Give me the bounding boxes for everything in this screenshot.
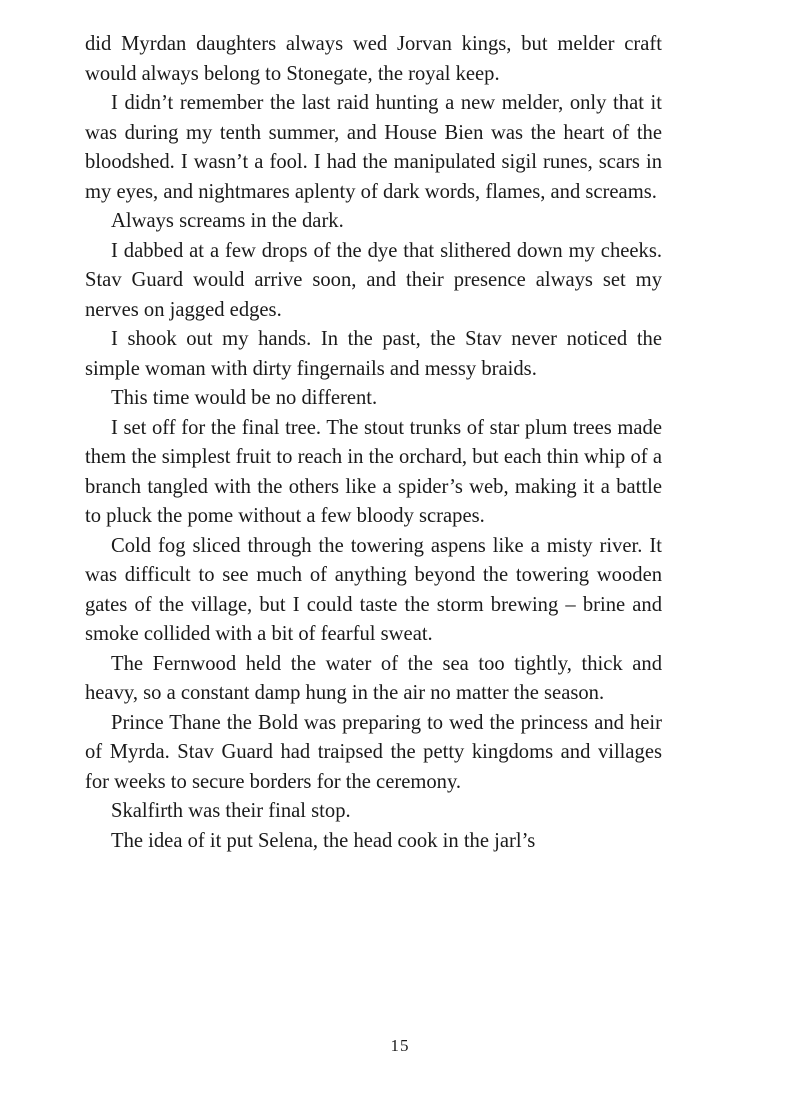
page-number: 15	[390, 1036, 410, 1055]
paragraph: Skalfirth was their final stop.	[111, 800, 351, 822]
paragraph: The idea of it put Selena, the head cook in the jarl’s	[111, 829, 536, 852]
paragraph: did Myrdan daughters always wed Jorvan kings, but melder craft would always belong to Stonegate, the royal keep.	[85, 33, 662, 85]
paragraph: Always screams in the dark.	[111, 210, 344, 232]
paragraph: I shook out my hands. In the past, the Stav never noticed the simple woman with dirty fingernails and messy braids.	[85, 328, 662, 380]
paragraph: I dabbed at a few drops of the dye that slithered down my cheeks. Stav Guard would arrive soon, and their presence always set my nerves on jagged edges.	[85, 239, 662, 321]
paragraph: The Fernwood held the water of the sea too tightly, thick and heavy, so a constant damp hung in the air no matter the season.	[85, 652, 662, 704]
paragraph: Cold fog sliced through the towering aspens like a misty river. It was difficult to see much of anything beyond the towering wooden gates of the village, but I could taste the storm brewing – brine and smoke collided with a bit of fearful sweat.	[85, 534, 662, 645]
paragraph: I didn’t remember the last raid hunting a new melder, only that it was during my tenth summer, and House Bien was the heart of the bloodshed. I wasn’t a fool. I had the manipulated sigil runes, scars in my eyes, and nightmares aplenty of dark words, flames, and screams.	[85, 92, 662, 203]
paragraph: I set off for the final tree. The stout trunks of star plum trees made them the simplest fruit to reach in the orchard, but each thin whip of a branch tangled with the others like a spider’s web, making it a battle to pluck the pome without a few bloody scrapes.	[85, 416, 662, 527]
paragraph: This time would be no different.	[111, 387, 378, 409]
body-text	[85, 30, 662, 856]
paragraph: Prince Thane the Bold was preparing to wed the princess and heir of Myrda. Stav Guard had traipsed the petty kingdoms and villages for weeks to secure borders for the ceremony.	[85, 711, 662, 793]
